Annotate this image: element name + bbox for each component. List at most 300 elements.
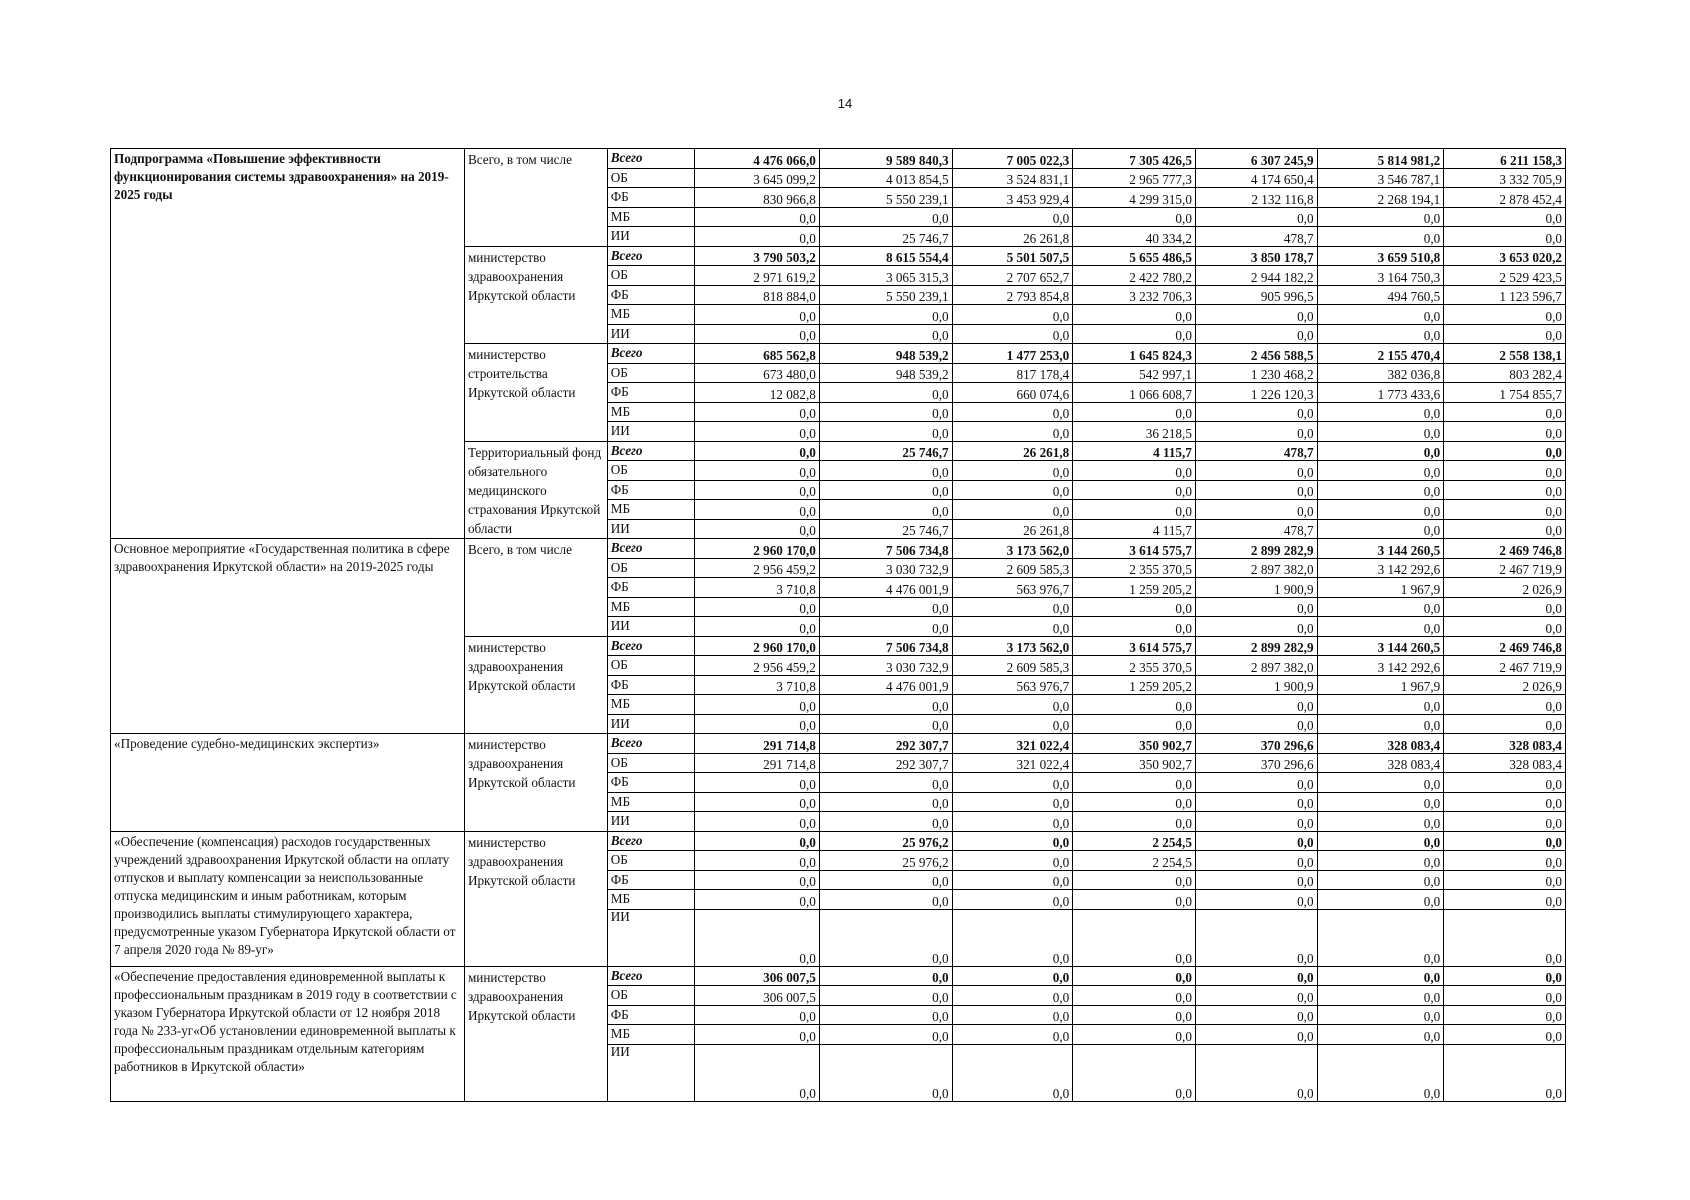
amount-cell: 0,0 <box>695 870 820 890</box>
amount-cell: 0,0 <box>1317 305 1444 325</box>
amount-cell: 370 296,6 <box>1195 734 1317 754</box>
amount-cell: 0,0 <box>1444 966 1566 986</box>
funding-source-cell: ФБ <box>607 383 694 403</box>
amount-cell: 328 083,4 <box>1444 753 1566 773</box>
amount-cell: 2 469 746,8 <box>1444 539 1566 559</box>
amount-cell: 9 589 840,3 <box>819 149 952 169</box>
amount-cell: 2 897 382,0 <box>1195 656 1317 676</box>
program-name-cell: «Обеспечение предоставления единовременной выплаты к профессиональным праздникам в 2019 году в соответствии с указом Губернатора Иркутской области от 12 ноября 2018 года № 233-уг«Об установлении единовременной выплаты к профессиональным праздникам отдельным категориям работников в Иркутской области» <box>111 966 465 1101</box>
amount-cell: 36 218,5 <box>1073 422 1196 442</box>
amount-cell: 0,0 <box>952 851 1073 871</box>
amount-cell: 0,0 <box>819 695 952 715</box>
amount-cell: 494 760,5 <box>1317 285 1444 305</box>
amount-cell: 0,0 <box>1317 1044 1444 1101</box>
amount-cell: 4 299 315,0 <box>1073 188 1196 208</box>
amount-cell: 0,0 <box>695 1044 820 1101</box>
program-name-cell: Подпрограмма «Повышение эффективности функционирования системы здравоохранения» на 2019-2025 годы <box>111 149 465 539</box>
amount-cell: 0,0 <box>695 227 820 247</box>
amount-cell: 0,0 <box>1073 986 1196 1006</box>
amount-cell: 0,0 <box>695 831 820 851</box>
amount-cell: 0,0 <box>695 812 820 832</box>
amount-cell: 0,0 <box>1317 597 1444 617</box>
amount-cell: 0,0 <box>819 1025 952 1045</box>
amount-cell: 2 155 470,4 <box>1317 344 1444 364</box>
amount-cell: 0,0 <box>695 773 820 793</box>
amount-cell: 0,0 <box>695 207 820 227</box>
amount-cell: 0,0 <box>952 1005 1073 1025</box>
amount-cell: 563 976,7 <box>952 578 1073 598</box>
funding-source-cell: ИИ <box>607 812 694 832</box>
amount-cell: 0,0 <box>1317 966 1444 986</box>
amount-cell: 2 707 652,7 <box>952 266 1073 286</box>
executor-cell: министерство здравоохранения Иркутской области <box>464 636 607 734</box>
funding-source-cell: Всего <box>607 831 694 851</box>
funding-source-cell: ФБ <box>607 675 694 695</box>
amount-cell: 0,0 <box>1195 305 1317 325</box>
amount-cell: 0,0 <box>1444 324 1566 344</box>
amount-cell: 0,0 <box>1317 870 1444 890</box>
funding-source-cell: Всего <box>607 966 694 986</box>
funding-source-cell: ОБ <box>607 558 694 578</box>
amount-cell: 0,0 <box>1317 851 1444 871</box>
amount-cell: 0,0 <box>819 402 952 422</box>
amount-cell: 0,0 <box>1317 441 1444 461</box>
amount-cell: 0,0 <box>1444 695 1566 715</box>
amount-cell: 26 261,8 <box>952 519 1073 539</box>
amount-cell: 0,0 <box>1195 695 1317 715</box>
amount-cell: 26 261,8 <box>952 441 1073 461</box>
amount-cell: 306 007,5 <box>695 986 820 1006</box>
amount-cell: 1 967,9 <box>1317 578 1444 598</box>
amount-cell: 1 259 205,2 <box>1073 578 1196 598</box>
program-name-cell: «Обеспечение (компенсация) расходов государственных учреждений здравоохранения Иркутской области на оплату отпусков и выплату компенсации за неиспользованные отпуска медицинским и иным работникам, которым производились выплаты стимулирующего характера, предусмотренные указом Губернатора Иркутской области от 7 апреля 2020 года № 89-уг» <box>111 831 465 966</box>
amount-cell: 3 164 750,3 <box>1317 266 1444 286</box>
amount-cell: 5 501 507,5 <box>952 246 1073 266</box>
amount-cell: 0,0 <box>695 422 820 442</box>
amount-cell: 328 083,4 <box>1317 753 1444 773</box>
funding-source-cell: ОБ <box>607 656 694 676</box>
funding-source-cell: МБ <box>607 792 694 812</box>
amount-cell: 2 268 194,1 <box>1317 188 1444 208</box>
funding-source-cell: ОБ <box>607 753 694 773</box>
amount-cell: 0,0 <box>952 966 1073 986</box>
amount-cell: 0,0 <box>819 305 952 325</box>
funding-source-cell: ФБ <box>607 480 694 500</box>
amount-cell: 0,0 <box>695 461 820 481</box>
amount-cell: 0,0 <box>695 792 820 812</box>
amount-cell: 0,0 <box>819 890 952 910</box>
funding-source-cell: Всего <box>607 539 694 559</box>
amount-cell: 0,0 <box>952 597 1073 617</box>
amount-cell: 25 746,7 <box>819 227 952 247</box>
amount-cell: 0,0 <box>1073 597 1196 617</box>
amount-cell: 0,0 <box>1195 1025 1317 1045</box>
amount-cell: 2 467 719,9 <box>1444 558 1566 578</box>
amount-cell: 2 960 170,0 <box>695 636 820 656</box>
funding-source-cell: ФБ <box>607 285 694 305</box>
amount-cell: 0,0 <box>819 714 952 734</box>
amount-cell: 478,7 <box>1195 227 1317 247</box>
amount-cell: 0,0 <box>1317 617 1444 637</box>
amount-cell: 3 614 575,7 <box>1073 636 1196 656</box>
budget-table <box>110 148 1566 1102</box>
funding-source-cell: ОБ <box>607 461 694 481</box>
amount-cell: 0,0 <box>695 441 820 461</box>
funding-source-cell: Всего <box>607 344 694 364</box>
executor-cell: министерство здравоохранения Иркутской области <box>464 831 607 966</box>
table-row <box>111 734 1566 754</box>
amount-cell: 673 480,0 <box>695 363 820 383</box>
amount-cell: 0,0 <box>1195 461 1317 481</box>
executor-cell: министерство здравоохранения Иркутской области <box>464 734 607 832</box>
funding-source-cell: МБ <box>607 1025 694 1045</box>
amount-cell: 306 007,5 <box>695 966 820 986</box>
amount-cell: 4 476 066,0 <box>695 149 820 169</box>
amount-cell: 0,0 <box>1444 714 1566 734</box>
table-body <box>111 149 1566 1102</box>
amount-cell: 382 036,8 <box>1317 363 1444 383</box>
amount-cell: 0,0 <box>1444 597 1566 617</box>
amount-cell: 0,0 <box>1444 909 1566 966</box>
amount-cell: 7 506 734,8 <box>819 539 952 559</box>
funding-source-cell: Всего <box>607 149 694 169</box>
amount-cell: 0,0 <box>1195 480 1317 500</box>
funding-source-cell: Всего <box>607 441 694 461</box>
amount-cell: 0,0 <box>952 617 1073 637</box>
amount-cell: 0,0 <box>1444 227 1566 247</box>
amount-cell: 0,0 <box>819 500 952 520</box>
amount-cell: 5 550 239,1 <box>819 188 952 208</box>
amount-cell: 25 976,2 <box>819 831 952 851</box>
amount-cell: 0,0 <box>1195 207 1317 227</box>
funding-source-cell: ФБ <box>607 188 694 208</box>
executor-cell: министерство здравоохранения Иркутской области <box>464 246 607 344</box>
funding-source-cell: ИИ <box>607 519 694 539</box>
amount-cell: 0,0 <box>1317 207 1444 227</box>
amount-cell: 370 296,6 <box>1195 753 1317 773</box>
executor-cell: Всего, в том числе <box>464 149 607 247</box>
amount-cell: 3 790 503,2 <box>695 246 820 266</box>
amount-cell: 0,0 <box>819 870 952 890</box>
amount-cell: 0,0 <box>1444 812 1566 832</box>
amount-cell: 0,0 <box>819 909 952 966</box>
funding-source-cell: ОБ <box>607 266 694 286</box>
amount-cell: 0,0 <box>695 305 820 325</box>
amount-cell: 542 997,1 <box>1073 363 1196 383</box>
amount-cell: 12 082,8 <box>695 383 820 403</box>
amount-cell: 1 226 120,3 <box>1195 383 1317 403</box>
amount-cell: 1 900,9 <box>1195 675 1317 695</box>
amount-cell: 0,0 <box>1195 617 1317 637</box>
amount-cell: 5 550 239,1 <box>819 285 952 305</box>
amount-cell: 0,0 <box>1317 422 1444 442</box>
funding-source-cell: ОБ <box>607 986 694 1006</box>
amount-cell: 2 132 116,8 <box>1195 188 1317 208</box>
amount-cell: 0,0 <box>1073 1025 1196 1045</box>
amount-cell: 0,0 <box>1317 909 1444 966</box>
amount-cell: 3 710,8 <box>695 578 820 598</box>
amount-cell: 0,0 <box>1195 402 1317 422</box>
amount-cell: 0,0 <box>1195 597 1317 617</box>
amount-cell: 1 967,9 <box>1317 675 1444 695</box>
amount-cell: 0,0 <box>1317 812 1444 832</box>
amount-cell: 2 355 370,5 <box>1073 558 1196 578</box>
amount-cell: 8 615 554,4 <box>819 246 952 266</box>
amount-cell: 478,7 <box>1195 519 1317 539</box>
table-row <box>111 966 1566 986</box>
amount-cell: 0,0 <box>695 500 820 520</box>
executor-cell: Территориальный фонд обязательного медицинского страхования Иркутской области <box>464 441 607 539</box>
amount-cell: 0,0 <box>1444 500 1566 520</box>
amount-cell: 0,0 <box>1317 986 1444 1006</box>
funding-source-cell: ФБ <box>607 773 694 793</box>
amount-cell: 0,0 <box>952 402 1073 422</box>
amount-cell: 0,0 <box>819 461 952 481</box>
amount-cell: 25 746,7 <box>819 441 952 461</box>
amount-cell: 0,0 <box>1444 1005 1566 1025</box>
amount-cell: 5 655 486,5 <box>1073 246 1196 266</box>
amount-cell: 0,0 <box>1444 773 1566 793</box>
amount-cell: 0,0 <box>1317 695 1444 715</box>
amount-cell: 0,0 <box>1073 966 1196 986</box>
amount-cell: 292 307,7 <box>819 753 952 773</box>
amount-cell: 2 422 780,2 <box>1073 266 1196 286</box>
amount-cell: 3 232 706,3 <box>1073 285 1196 305</box>
amount-cell: 0,0 <box>952 695 1073 715</box>
amount-cell: 0,0 <box>1073 714 1196 734</box>
amount-cell: 1 477 253,0 <box>952 344 1073 364</box>
executor-cell: министерство здравоохранения Иркутской области <box>464 966 607 1101</box>
funding-source-cell: ИИ <box>607 617 694 637</box>
funding-source-cell: МБ <box>607 207 694 227</box>
amount-cell: 0,0 <box>1195 986 1317 1006</box>
amount-cell: 4 115,7 <box>1073 441 1196 461</box>
funding-source-cell: МБ <box>607 890 694 910</box>
amount-cell: 0,0 <box>695 714 820 734</box>
amount-cell: 3 142 292,6 <box>1317 558 1444 578</box>
amount-cell: 1 123 596,7 <box>1444 285 1566 305</box>
amount-cell: 563 976,7 <box>952 675 1073 695</box>
amount-cell: 0,0 <box>1073 909 1196 966</box>
amount-cell: 1 773 433,6 <box>1317 383 1444 403</box>
amount-cell: 817 178,4 <box>952 363 1073 383</box>
amount-cell: 0,0 <box>819 812 952 832</box>
amount-cell: 2 026,9 <box>1444 675 1566 695</box>
amount-cell: 0,0 <box>695 851 820 871</box>
amount-cell: 0,0 <box>952 305 1073 325</box>
amount-cell: 4 476 001,9 <box>819 675 952 695</box>
amount-cell: 0,0 <box>1073 617 1196 637</box>
amount-cell: 0,0 <box>819 617 952 637</box>
amount-cell: 2 026,9 <box>1444 578 1566 598</box>
amount-cell: 660 074,6 <box>952 383 1073 403</box>
amount-cell: 0,0 <box>952 812 1073 832</box>
amount-cell: 0,0 <box>952 461 1073 481</box>
amount-cell: 2 899 282,9 <box>1195 539 1317 559</box>
amount-cell: 6 211 158,3 <box>1444 149 1566 169</box>
amount-cell: 0,0 <box>1317 890 1444 910</box>
amount-cell: 2 355 370,5 <box>1073 656 1196 676</box>
amount-cell: 0,0 <box>952 1044 1073 1101</box>
amount-cell: 0,0 <box>695 695 820 715</box>
amount-cell: 0,0 <box>1073 1044 1196 1101</box>
amount-cell: 0,0 <box>1444 519 1566 539</box>
amount-cell: 0,0 <box>695 324 820 344</box>
amount-cell: 0,0 <box>1317 480 1444 500</box>
funding-source-cell: ФБ <box>607 578 694 598</box>
amount-cell: 0,0 <box>1073 870 1196 890</box>
table-row <box>111 149 1566 169</box>
amount-cell: 7 305 426,5 <box>1073 149 1196 169</box>
amount-cell: 0,0 <box>1317 792 1444 812</box>
amount-cell: 0,0 <box>1195 422 1317 442</box>
amount-cell: 328 083,4 <box>1317 734 1444 754</box>
amount-cell: 0,0 <box>1317 227 1444 247</box>
amount-cell: 0,0 <box>952 773 1073 793</box>
amount-cell: 2 965 777,3 <box>1073 168 1196 188</box>
amount-cell: 0,0 <box>695 1025 820 1045</box>
amount-cell: 0,0 <box>952 422 1073 442</box>
amount-cell: 0,0 <box>1195 812 1317 832</box>
amount-cell: 0,0 <box>819 792 952 812</box>
amount-cell: 0,0 <box>695 909 820 966</box>
amount-cell: 3 173 562,0 <box>952 636 1073 656</box>
amount-cell: 0,0 <box>1195 1044 1317 1101</box>
funding-source-cell: Всего <box>607 246 694 266</box>
amount-cell: 4 013 854,5 <box>819 168 952 188</box>
amount-cell: 478,7 <box>1195 441 1317 461</box>
amount-cell: 0,0 <box>1073 812 1196 832</box>
amount-cell: 0,0 <box>1444 207 1566 227</box>
amount-cell: 0,0 <box>1073 207 1196 227</box>
amount-cell: 830 966,8 <box>695 188 820 208</box>
funding-source-cell: ФБ <box>607 1005 694 1025</box>
funding-source-cell: ИИ <box>607 422 694 442</box>
funding-source-cell: МБ <box>607 305 694 325</box>
amount-cell: 2 956 459,2 <box>695 558 820 578</box>
amount-cell: 3 030 732,9 <box>819 656 952 676</box>
amount-cell: 0,0 <box>695 480 820 500</box>
amount-cell: 291 714,8 <box>695 753 820 773</box>
amount-cell: 0,0 <box>1073 480 1196 500</box>
amount-cell: 0,0 <box>819 986 952 1006</box>
amount-cell: 3 144 260,5 <box>1317 539 1444 559</box>
amount-cell: 0,0 <box>952 480 1073 500</box>
amount-cell: 7 506 734,8 <box>819 636 952 656</box>
amount-cell: 4 174 650,4 <box>1195 168 1317 188</box>
amount-cell: 3 659 510,8 <box>1317 246 1444 266</box>
amount-cell: 0,0 <box>1444 461 1566 481</box>
amount-cell: 3 710,8 <box>695 675 820 695</box>
amount-cell: 0,0 <box>1444 890 1566 910</box>
amount-cell: 0,0 <box>1073 695 1196 715</box>
amount-cell: 0,0 <box>952 831 1073 851</box>
amount-cell: 3 332 705,9 <box>1444 168 1566 188</box>
amount-cell: 292 307,7 <box>819 734 952 754</box>
amount-cell: 0,0 <box>819 422 952 442</box>
table-row <box>111 539 1566 559</box>
amount-cell: 0,0 <box>1444 1025 1566 1045</box>
funding-source-cell: Всего <box>607 636 694 656</box>
amount-cell: 0,0 <box>1317 773 1444 793</box>
amount-cell: 0,0 <box>1073 305 1196 325</box>
amount-cell: 321 022,4 <box>952 734 1073 754</box>
funding-source-cell: ФБ <box>607 870 694 890</box>
funding-source-cell: ИИ <box>607 227 694 247</box>
amount-cell: 0,0 <box>695 402 820 422</box>
amount-cell: 0,0 <box>695 1005 820 1025</box>
amount-cell: 328 083,4 <box>1444 734 1566 754</box>
amount-cell: 3 173 562,0 <box>952 539 1073 559</box>
amount-cell: 0,0 <box>1195 500 1317 520</box>
amount-cell: 2 899 282,9 <box>1195 636 1317 656</box>
amount-cell: 0,0 <box>1073 461 1196 481</box>
amount-cell: 685 562,8 <box>695 344 820 364</box>
amount-cell: 5 814 981,2 <box>1317 149 1444 169</box>
amount-cell: 3 144 260,5 <box>1317 636 1444 656</box>
funding-source-cell: ОБ <box>607 168 694 188</box>
amount-cell: 0,0 <box>952 714 1073 734</box>
amount-cell: 2 467 719,9 <box>1444 656 1566 676</box>
amount-cell: 0,0 <box>1073 773 1196 793</box>
amount-cell: 2 609 585,3 <box>952 656 1073 676</box>
amount-cell: 3 546 787,1 <box>1317 168 1444 188</box>
amount-cell: 4 115,7 <box>1073 519 1196 539</box>
amount-cell: 2 456 588,5 <box>1195 344 1317 364</box>
amount-cell: 0,0 <box>1444 986 1566 1006</box>
amount-cell: 0,0 <box>952 909 1073 966</box>
amount-cell: 948 539,2 <box>819 363 952 383</box>
amount-cell: 0,0 <box>1444 831 1566 851</box>
amount-cell: 3 524 831,1 <box>952 168 1073 188</box>
amount-cell: 350 902,7 <box>1073 753 1196 773</box>
amount-cell: 0,0 <box>1195 890 1317 910</box>
amount-cell: 0,0 <box>819 324 952 344</box>
amount-cell: 0,0 <box>1444 305 1566 325</box>
amount-cell: 2 956 459,2 <box>695 656 820 676</box>
amount-cell: 0,0 <box>695 890 820 910</box>
amount-cell: 0,0 <box>1195 1005 1317 1025</box>
amount-cell: 0,0 <box>1444 1044 1566 1101</box>
amount-cell: 0,0 <box>1317 714 1444 734</box>
executor-cell: Всего, в том числе <box>464 539 607 637</box>
funding-source-cell: ОБ <box>607 363 694 383</box>
amount-cell: 0,0 <box>1444 792 1566 812</box>
executor-cell: министерство строительства Иркутской области <box>464 344 607 442</box>
funding-source-cell: Всего <box>607 734 694 754</box>
amount-cell: 0,0 <box>1317 1025 1444 1045</box>
amount-cell: 0,0 <box>695 519 820 539</box>
amount-cell: 321 022,4 <box>952 753 1073 773</box>
funding-source-cell: МБ <box>607 402 694 422</box>
amount-cell: 2 971 619,2 <box>695 266 820 286</box>
amount-cell: 0,0 <box>1195 909 1317 966</box>
amount-cell: 0,0 <box>1073 1005 1196 1025</box>
amount-cell: 0,0 <box>819 1044 952 1101</box>
program-name-cell: «Проведение судебно-медицинских экспертиз» <box>111 734 465 832</box>
amount-cell: 0,0 <box>1073 890 1196 910</box>
amount-cell: 3 850 178,7 <box>1195 246 1317 266</box>
amount-cell: 0,0 <box>1195 792 1317 812</box>
amount-cell: 0,0 <box>952 792 1073 812</box>
table-row <box>111 831 1566 851</box>
amount-cell: 0,0 <box>1073 324 1196 344</box>
amount-cell: 0,0 <box>1195 870 1317 890</box>
amount-cell: 0,0 <box>1195 714 1317 734</box>
amount-cell: 0,0 <box>1073 500 1196 520</box>
amount-cell: 0,0 <box>952 890 1073 910</box>
amount-cell: 0,0 <box>1317 402 1444 422</box>
